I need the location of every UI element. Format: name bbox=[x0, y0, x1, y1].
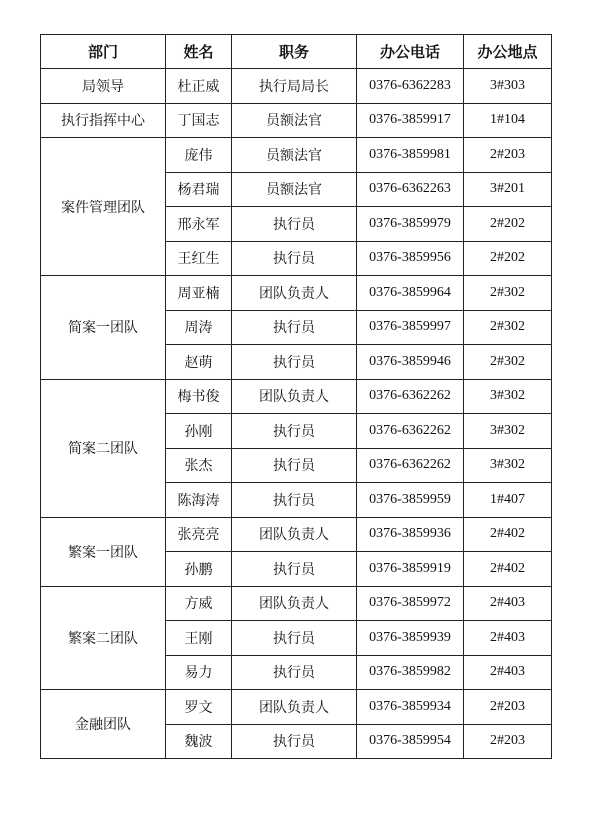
location-cell: 2#403 bbox=[464, 586, 552, 621]
location-cell: 2#302 bbox=[464, 310, 552, 345]
name-cell: 张亮亮 bbox=[166, 517, 232, 552]
name-cell: 周亚楠 bbox=[166, 276, 232, 311]
phone-cell: 0376-3859964 bbox=[357, 276, 464, 311]
location-cell: 2#402 bbox=[464, 517, 552, 552]
table-row bbox=[41, 138, 552, 173]
name-cell: 庞伟 bbox=[166, 138, 232, 173]
table-header bbox=[41, 35, 552, 69]
phone-cell: 0376-3859936 bbox=[357, 517, 464, 552]
phone-cell: 0376-3859959 bbox=[357, 483, 464, 518]
name-cell: 梅书俊 bbox=[166, 379, 232, 414]
location-cell: 3#303 bbox=[464, 69, 552, 104]
header-department: 部门 bbox=[41, 35, 166, 69]
name-cell: 王刚 bbox=[166, 621, 232, 656]
position-cell: 团队负责人 bbox=[232, 517, 357, 552]
name-cell: 陈海涛 bbox=[166, 483, 232, 518]
table-body bbox=[41, 69, 552, 759]
position-cell: 执行员 bbox=[232, 414, 357, 449]
position-cell: 执行员 bbox=[232, 621, 357, 656]
location-cell: 3#302 bbox=[464, 448, 552, 483]
location-cell: 1#407 bbox=[464, 483, 552, 518]
location-cell: 2#203 bbox=[464, 724, 552, 759]
location-cell: 3#302 bbox=[464, 414, 552, 449]
phone-cell: 0376-3859982 bbox=[357, 655, 464, 690]
table-row bbox=[41, 276, 552, 311]
department-cell: 金融团队 bbox=[41, 690, 166, 759]
department-cell: 繁案二团队 bbox=[41, 586, 166, 690]
phone-cell: 0376-6362262 bbox=[357, 414, 464, 449]
name-cell: 罗文 bbox=[166, 690, 232, 725]
phone-cell: 0376-3859981 bbox=[357, 138, 464, 173]
phone-cell: 0376-3859997 bbox=[357, 310, 464, 345]
position-cell: 员额法官 bbox=[232, 172, 357, 207]
position-cell: 执行局局长 bbox=[232, 69, 357, 104]
name-cell: 王红生 bbox=[166, 241, 232, 276]
name-cell: 杜正威 bbox=[166, 69, 232, 104]
position-cell: 团队负责人 bbox=[232, 586, 357, 621]
location-cell: 3#201 bbox=[464, 172, 552, 207]
name-cell: 周涛 bbox=[166, 310, 232, 345]
position-cell: 执行员 bbox=[232, 448, 357, 483]
name-cell: 邢永军 bbox=[166, 207, 232, 242]
department-cell: 执行指挥中心 bbox=[41, 103, 166, 138]
department-cell: 案件管理团队 bbox=[41, 138, 166, 276]
phone-cell: 0376-3859954 bbox=[357, 724, 464, 759]
position-cell: 团队负责人 bbox=[232, 276, 357, 311]
contact-directory-table bbox=[40, 34, 552, 759]
phone-cell: 0376-3859979 bbox=[357, 207, 464, 242]
phone-cell: 0376-3859919 bbox=[357, 552, 464, 587]
position-cell: 执行员 bbox=[232, 655, 357, 690]
header-row bbox=[41, 35, 552, 69]
name-cell: 孙刚 bbox=[166, 414, 232, 449]
table-row bbox=[41, 69, 552, 104]
phone-cell: 0376-3859939 bbox=[357, 621, 464, 656]
department-cell: 简案一团队 bbox=[41, 276, 166, 380]
phone-cell: 0376-6362263 bbox=[357, 172, 464, 207]
name-cell: 方威 bbox=[166, 586, 232, 621]
department-cell: 简案二团队 bbox=[41, 379, 166, 517]
department-cell: 局领导 bbox=[41, 69, 166, 104]
location-cell: 2#302 bbox=[464, 345, 552, 380]
position-cell: 执行员 bbox=[232, 552, 357, 587]
position-cell: 执行员 bbox=[232, 345, 357, 380]
name-cell: 张杰 bbox=[166, 448, 232, 483]
phone-cell: 0376-3859934 bbox=[357, 690, 464, 725]
table-row bbox=[41, 103, 552, 138]
position-cell: 执行员 bbox=[232, 207, 357, 242]
phone-cell: 0376-6362262 bbox=[357, 379, 464, 414]
position-cell: 执行员 bbox=[232, 724, 357, 759]
position-cell: 执行员 bbox=[232, 241, 357, 276]
location-cell: 1#104 bbox=[464, 103, 552, 138]
phone-cell: 0376-3859946 bbox=[357, 345, 464, 380]
phone-cell: 0376-6362283 bbox=[357, 69, 464, 104]
location-cell: 2#402 bbox=[464, 552, 552, 587]
phone-cell: 0376-3859972 bbox=[357, 586, 464, 621]
name-cell: 赵萌 bbox=[166, 345, 232, 380]
location-cell: 2#403 bbox=[464, 655, 552, 690]
department-cell: 繁案一团队 bbox=[41, 517, 166, 586]
position-cell: 团队负责人 bbox=[232, 379, 357, 414]
table-row bbox=[41, 586, 552, 621]
phone-cell: 0376-3859956 bbox=[357, 241, 464, 276]
location-cell: 2#202 bbox=[464, 207, 552, 242]
location-cell: 2#203 bbox=[464, 690, 552, 725]
name-cell: 易力 bbox=[166, 655, 232, 690]
location-cell: 2#302 bbox=[464, 276, 552, 311]
position-cell: 员额法官 bbox=[232, 138, 357, 173]
location-cell: 3#302 bbox=[464, 379, 552, 414]
position-cell: 执行员 bbox=[232, 483, 357, 518]
table-row bbox=[41, 690, 552, 725]
header-office-location: 办公地点 bbox=[464, 35, 552, 69]
phone-cell: 0376-6362262 bbox=[357, 448, 464, 483]
position-cell: 团队负责人 bbox=[232, 690, 357, 725]
name-cell: 杨君瑞 bbox=[166, 172, 232, 207]
header-position: 职务 bbox=[232, 35, 357, 69]
table-row bbox=[41, 517, 552, 552]
table-row bbox=[41, 379, 552, 414]
name-cell: 魏波 bbox=[166, 724, 232, 759]
position-cell: 执行员 bbox=[232, 310, 357, 345]
location-cell: 2#403 bbox=[464, 621, 552, 656]
location-cell: 2#202 bbox=[464, 241, 552, 276]
name-cell: 丁国志 bbox=[166, 103, 232, 138]
position-cell: 员额法官 bbox=[232, 103, 357, 138]
name-cell: 孙鹏 bbox=[166, 552, 232, 587]
phone-cell: 0376-3859917 bbox=[357, 103, 464, 138]
location-cell: 2#203 bbox=[464, 138, 552, 173]
header-office-phone: 办公电话 bbox=[357, 35, 464, 69]
header-name: 姓名 bbox=[166, 35, 232, 69]
